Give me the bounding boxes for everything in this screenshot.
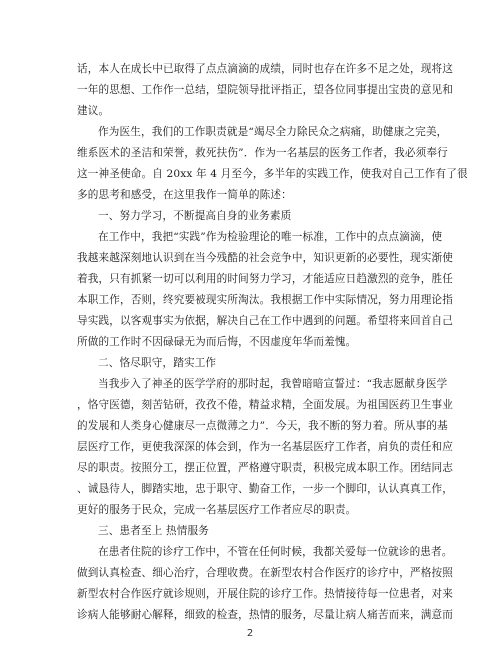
paragraph-line: 维系医术的圣洁和荣誉，救死扶伤”．作为一名基层的医务工作者，我必须奉行 — [77, 147, 448, 159]
paragraph-line: 、诚恳待人，脚踏实地，忠于职守、勤奋工作，一步一个脚印，认认真真工作， — [77, 483, 454, 495]
section-heading: 二、恪尽职守，踏实工作 — [98, 357, 217, 369]
paragraph-line: 一年的思想、工作作一总结，望院领导批评指正，望各位同事提出宝贵的意见和 — [77, 84, 454, 96]
paragraph-line: 本职工作，否则，终究要被现实所淘汰。我根据工作中实际情况，努力用理论指 — [77, 294, 454, 306]
paragraph-line: 导实践，以客观事实为依据，解决自己在工作中遇到的问题。希望将来回首自己 — [77, 315, 454, 327]
paragraph-line: 作为医生，我们的工作职责就是“竭尽全力除民众之病痛，助健康之完美， — [98, 126, 448, 138]
paragraph-line: 我越来越深刻地认识到在当今残酷的社会竞争中，知识更新的必要性，现实渐使 — [77, 252, 454, 264]
paragraph-line: ，恪守医德，刻苦钻研，孜孜不倦，精益求精，全面发展。为祖国医药卫生事业 — [77, 399, 454, 411]
section-heading: 一、努力学习，不断提高自身的业务素质 — [98, 210, 292, 222]
paragraph-line: 在患者住院的诊疗工作中，不管在任何时候，我都关爱每一位就诊的患者。 — [98, 546, 453, 558]
paragraph-line: 新型农村合作医疗就诊规则，开展住院的诊疗工作。热情接待每一位患者，对来 — [77, 588, 454, 600]
paragraph-line: 这一神圣使命。自 20xx 年 4 月至今，多半年的实践工作，使我对自己工作有了很 — [77, 168, 468, 180]
paragraph-line: 在工作中，我把“实践”作为检验理论的唯一标准，工作中的点点滴滴，使 — [98, 231, 443, 243]
paragraph-line: 当我步入了神圣的医学学府的那时起，我曾暗暗宣誓过：“我志愿献身医学 — [98, 378, 448, 390]
paragraph-line: 所做的工作时不因碌碌无为而后悔，不因虚度年华而羞愧。 — [77, 336, 357, 348]
paragraph-line: 做到认真检查、细心治疗，合理收费。在新型农村合作医疗的诊疗中，严格按照 — [77, 567, 454, 579]
paragraph-line: 诊病人能够耐心解释，细致的检查，热情的服务，尽量让病人痛苦而来，满意而 — [77, 609, 454, 621]
paragraph-line: 尽的职责。按照分工，摆正位置，严格遵守职责，积极完成本职工作。团结同志 — [77, 462, 454, 474]
paragraph-line: 的发展和人类身心健康尽一点微薄之力”．今天，我不断的努力着。所从事的基 — [77, 420, 448, 432]
page-number: 2 — [246, 628, 254, 639]
paragraph-line: 层医疗工作，更使我深深的体会到，作为一名基层医疗工作者，肩负的责任和应 — [77, 441, 454, 453]
paragraph-line: 着我，只有抓紧一切可以利用的时间努力学习，才能适应日趋激烈的竞争，胜任 — [77, 273, 454, 285]
paragraph-line: 建议。 — [77, 105, 110, 117]
paragraph-line: 更好的服务于民众，完成一名基层医疗工作者应尽的职责。 — [77, 504, 357, 516]
paragraph-line: 多的思考和感受，在这里我作一简单的陈述： — [77, 189, 292, 201]
section-heading: 三、患者至上 热情服务 — [98, 525, 209, 537]
paragraph-line: 话，本人在成长中已取得了点点滴滴的成绩，同时也存在许多不足之处，现将这 — [77, 63, 454, 75]
